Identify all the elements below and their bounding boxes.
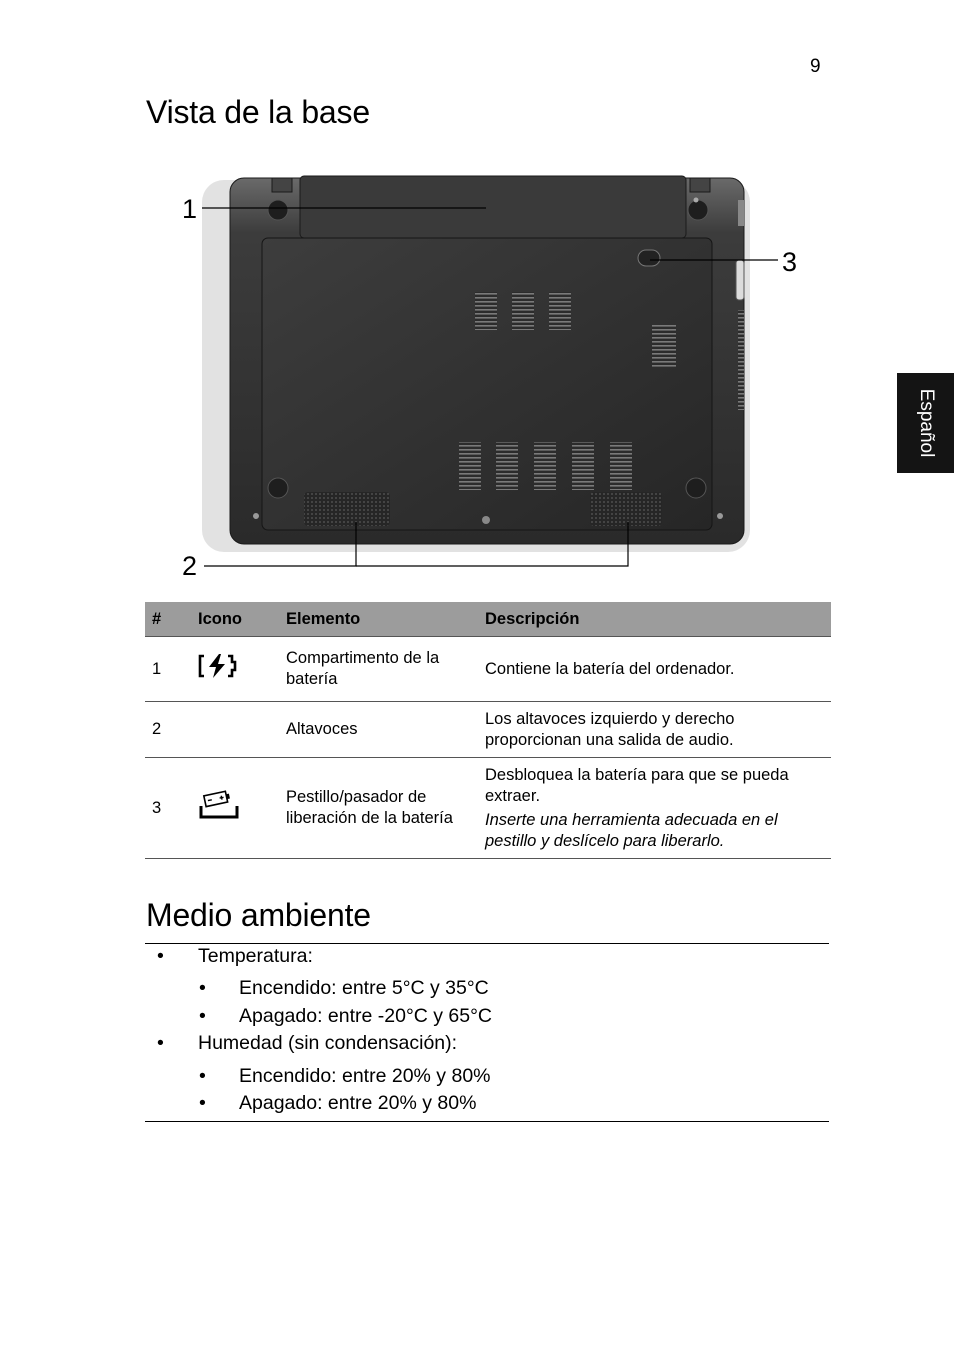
divider-bottom	[145, 1121, 829, 1122]
rubber-foot	[686, 478, 706, 498]
side-port	[736, 260, 744, 300]
callout-number-3: 3	[782, 247, 798, 277]
list-item	[157, 1032, 458, 1055]
screw-icon	[694, 198, 699, 203]
row-number: 1	[145, 637, 190, 702]
list-item-label: Humedad (sin condensación):	[198, 1032, 458, 1054]
vent-grille	[496, 442, 518, 490]
parts-table	[145, 602, 831, 859]
header-number: #	[145, 602, 190, 637]
list-subitem-label: Apagado: entre -20°C y 65°C	[239, 1005, 492, 1027]
list-item	[157, 945, 313, 968]
list-subitem-label: Apagado: entre 20% y 80%	[239, 1092, 477, 1114]
bullet: •	[199, 1065, 206, 1087]
hinge-right	[690, 178, 710, 192]
battery-compartment-icon	[198, 653, 238, 679]
battery-latch	[638, 250, 660, 266]
bullet: •	[199, 1005, 206, 1027]
bottom-panel	[262, 238, 712, 530]
speaker-left	[304, 492, 390, 526]
vent-grille	[459, 442, 481, 490]
hinge-left	[272, 178, 292, 192]
header-icon: Icono	[190, 602, 272, 637]
list-subitem-label: Encendido: entre 20% y 80%	[239, 1065, 491, 1087]
table-row	[145, 702, 831, 758]
laptop-base-figure	[150, 160, 840, 590]
header-description: Descripción	[477, 602, 831, 637]
screw-icon	[717, 513, 723, 519]
callout-number-1: 1	[182, 194, 198, 224]
screw-icon	[482, 516, 490, 524]
list-item-label: Temperatura:	[198, 945, 313, 967]
list-item	[199, 1092, 477, 1115]
row-element: Compartimento de la batería	[272, 637, 477, 702]
row-element: Altavoces	[272, 702, 477, 758]
page-number: 9	[810, 56, 821, 77]
list-item	[199, 977, 489, 1000]
row-number: 2	[145, 702, 190, 758]
side-vents	[738, 310, 744, 410]
vent-grille	[475, 292, 497, 330]
bullet: •	[157, 1032, 164, 1054]
vent-grille	[652, 325, 676, 367]
table-row	[145, 758, 831, 859]
bullet: •	[157, 945, 164, 967]
rubber-foot	[268, 200, 288, 220]
divider-top	[145, 943, 829, 944]
vent-grille	[512, 292, 534, 330]
section-title-environment: Medio ambiente	[146, 897, 371, 933]
row-description: Los altavoces izquierdo y derecho proporcionan una salida de audio.	[477, 702, 831, 758]
list-item	[199, 1065, 491, 1088]
row-element: Pestillo/pasador de liberación de la batería	[272, 758, 477, 859]
battery-release-latch-icon	[198, 790, 240, 820]
vent-grille	[572, 442, 594, 490]
list-subitem-label: Encendido: entre 5°C y 35°C	[239, 977, 489, 999]
bullet: •	[199, 977, 206, 999]
rubber-foot	[268, 478, 288, 498]
vent-grille	[610, 442, 632, 490]
header-element: Elemento	[272, 602, 477, 637]
battery-pack	[300, 176, 686, 238]
row-note: Inserte una herramienta adecuada en el pestillo y deslícelo para liberarlo.	[485, 810, 778, 850]
speaker-right	[590, 492, 662, 526]
bullet: •	[199, 1092, 206, 1114]
side-port	[738, 200, 744, 226]
language-tab-label: Español	[915, 388, 937, 458]
laptop-base-illustration	[150, 160, 840, 590]
table-row	[145, 637, 831, 702]
language-tab	[897, 373, 954, 473]
vent-grille	[549, 292, 571, 330]
row-description: Contiene la batería del ordenador.	[477, 637, 831, 702]
rubber-foot	[688, 200, 708, 220]
callout-number-2: 2	[182, 551, 198, 581]
table-header-row	[145, 602, 831, 637]
section-title-base: Vista de la base	[146, 94, 370, 130]
list-item	[199, 1005, 492, 1028]
screw-icon	[253, 513, 259, 519]
row-description: Desbloquea la batería para que se pueda extraer.	[485, 765, 789, 805]
vent-grille	[534, 442, 556, 490]
row-number: 3	[145, 758, 190, 859]
